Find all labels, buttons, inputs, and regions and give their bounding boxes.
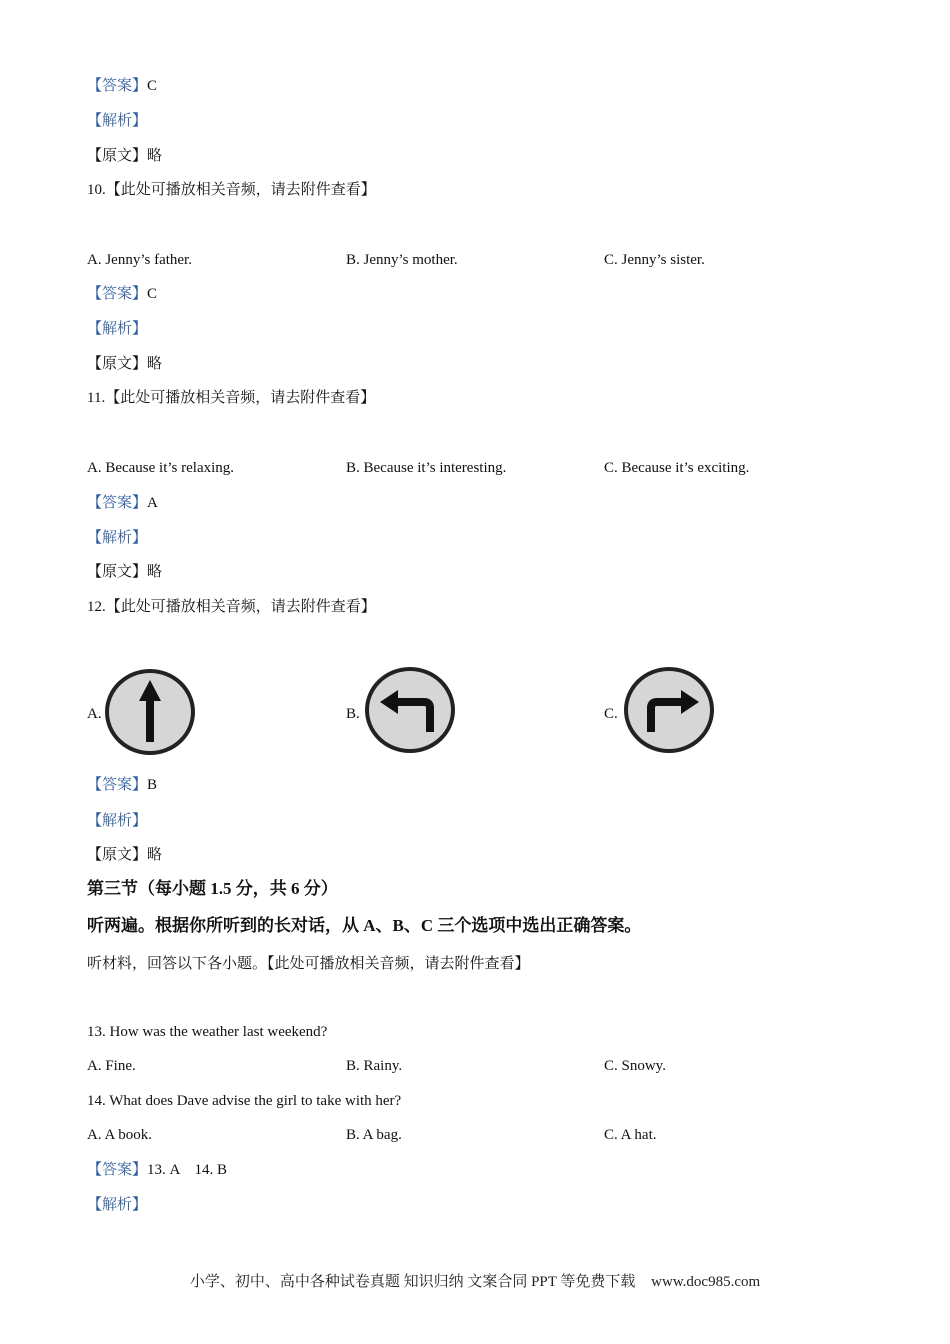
q11-original-line <box>87 562 162 582</box>
footer-text: 小学、初中、高中各种试卷真题 知识归纳 文案合同 PPT 等免费下载 <box>189 1274 636 1290</box>
q9-analysis-label: 【解析】 <box>87 113 148 129</box>
q12-answer: B <box>147 777 158 793</box>
q12-number: 12. <box>87 599 106 615</box>
q9-answer: C <box>147 78 158 94</box>
q10-answer: C <box>147 286 158 302</box>
answer-label: 【答案】 <box>87 78 148 94</box>
original-label: 【原文】 <box>87 148 148 164</box>
q11-answer: A <box>147 495 158 511</box>
q10-option-a: A. Jenny’s father. <box>87 252 192 268</box>
turn-left-arrow-icon <box>364 666 456 754</box>
original-omitted: 略 <box>147 847 163 863</box>
q13-option-c: C. Snowy. <box>604 1058 666 1074</box>
q12-option-b-label: B. <box>346 706 360 722</box>
original-label: 【原文】 <box>87 847 148 863</box>
q10-answer-line <box>87 284 157 304</box>
q11-option-a: A. Because it’s relaxing. <box>87 460 235 476</box>
q12-original-line <box>87 845 162 865</box>
audio-note: 【此处可播放相关音频，请去附件查看】 <box>105 390 376 406</box>
q12-option-a-label: A. <box>87 706 102 722</box>
q13-option-a: A. Fine. <box>87 1058 136 1074</box>
q13-14-analysis-label: 【解析】 <box>87 1197 148 1213</box>
page-footer <box>0 1270 950 1291</box>
q10-original-line <box>87 354 162 374</box>
q14-option-a: A. A book. <box>87 1127 153 1143</box>
original-label: 【原文】 <box>87 356 148 372</box>
q13-option-b: B. Rainy. <box>346 1058 403 1074</box>
q14-option-c: C. A hat. <box>604 1127 657 1143</box>
answer-label: 【答案】 <box>87 1162 148 1178</box>
q9-original-line <box>87 146 162 166</box>
q14-option-b: B. A bag. <box>346 1127 402 1143</box>
q10-option-c: C. Jenny’s sister. <box>604 252 705 268</box>
q13-question: 13. How was the weather last weekend? <box>87 1024 328 1040</box>
straight-arrow-icon <box>104 668 196 756</box>
q10-stem <box>87 180 376 200</box>
q12-stem <box>87 597 376 617</box>
audio-note: 【此处可播放相关音频，请去附件查看】 <box>105 599 376 615</box>
q11-option-b: B. Because it’s interesting. <box>346 460 507 476</box>
q13-14-answer-line <box>87 1160 227 1180</box>
section3-instruction: 听两遍。根据你所听到的长对话，从 A、B、C 三个选项中选出正确答案。 <box>87 916 642 935</box>
section3-material: 听材料，回答以下各小题。【此处可播放相关音频，请去附件查看】 <box>87 956 530 972</box>
answer-label: 【答案】 <box>87 777 148 793</box>
q12-option-c-label: C. <box>604 706 618 722</box>
q10-number: 10. <box>87 182 106 198</box>
q11-number: 11. <box>87 390 106 406</box>
q11-analysis-label: 【解析】 <box>87 530 148 546</box>
turn-right-arrow-icon <box>623 666 715 754</box>
q11-stem <box>87 388 375 408</box>
q11-option-c: C. Because it’s exciting. <box>604 460 750 476</box>
section3-title: 第三节（每小题 1.5 分，共 6 分） <box>87 879 338 898</box>
q10-option-b: B. Jenny’s mother. <box>346 252 458 268</box>
audio-note: 【此处可播放相关音频，请去附件查看】 <box>105 182 376 198</box>
answer-label: 【答案】 <box>87 286 148 302</box>
original-omitted: 略 <box>147 564 163 580</box>
q11-answer-line <box>87 493 158 513</box>
original-omitted: 略 <box>147 356 163 372</box>
q12-analysis-label: 【解析】 <box>87 813 148 829</box>
original-label: 【原文】 <box>87 564 148 580</box>
footer-site-link[interactable]: www.doc985.com <box>651 1274 761 1290</box>
q14-question: 14. What does Dave advise the girl to take with her? <box>87 1093 402 1109</box>
answer-label: 【答案】 <box>87 495 148 511</box>
original-omitted: 略 <box>147 148 163 164</box>
q12-answer-line <box>87 775 157 795</box>
q9-answer-line <box>87 76 157 96</box>
q13-14-answer: 13. A 14. B <box>147 1162 228 1178</box>
q10-analysis-label: 【解析】 <box>87 321 148 337</box>
